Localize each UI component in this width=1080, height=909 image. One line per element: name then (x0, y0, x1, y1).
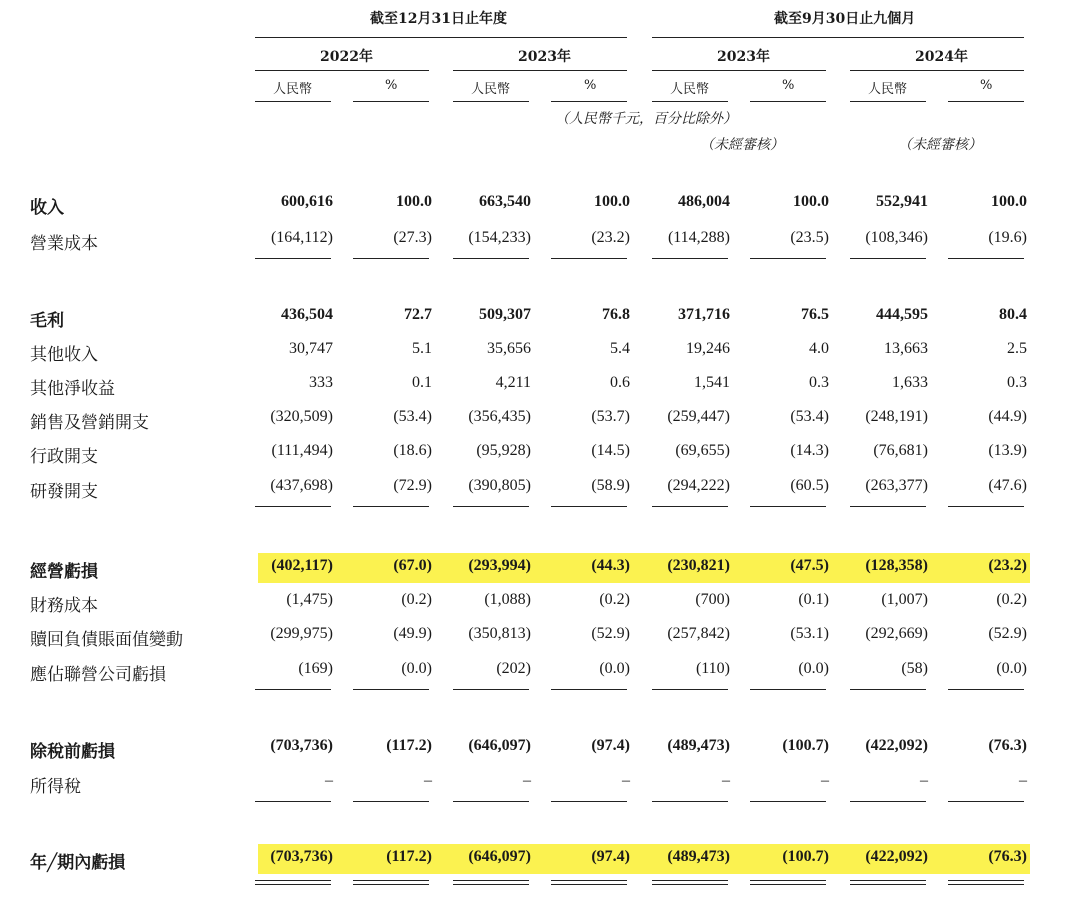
percent-cell: (13.9) (988, 442, 1027, 459)
amount-cell: – (325, 772, 333, 789)
percent-cell: 2.5 (1007, 340, 1027, 357)
percent-cell: – (821, 772, 829, 789)
percent-cell: 76.5 (801, 306, 829, 323)
subtotal-underline (948, 258, 1024, 259)
subtotal-underline (453, 689, 529, 690)
subtotal-underline (948, 801, 1024, 802)
percent-cell: 0.6 (610, 374, 630, 391)
percent-cell: 5.1 (412, 340, 432, 357)
amount-cell: 371,716 (678, 306, 730, 323)
amount-cell: 444,595 (876, 306, 928, 323)
subtotal-underline (850, 689, 926, 690)
percent-header: % (584, 78, 597, 93)
amount-cell: (390,805) (468, 477, 531, 494)
total-double-underline (850, 880, 926, 881)
total-double-underline (750, 884, 826, 885)
percent-cell: (19.6) (988, 229, 1027, 246)
row-label: 贖回負債賬面值變動 (30, 630, 183, 650)
year-underline-2024 (850, 70, 1024, 71)
percent-cell: (97.4) (591, 848, 630, 865)
amount-cell: (1,088) (484, 591, 531, 608)
percent-cell: (76.3) (988, 848, 1027, 865)
subtotal-underline (551, 258, 627, 259)
percent-cell: (49.9) (393, 625, 432, 642)
amount-cell: (169) (298, 660, 333, 677)
group-header-nine-months: 截至9月30日止九個月 (774, 11, 916, 27)
subtotal-underline (255, 258, 331, 259)
percent-header: % (980, 78, 993, 93)
percent-cell: 0.3 (1007, 374, 1027, 391)
total-double-underline (255, 880, 331, 881)
amount-cell: 1,633 (892, 374, 928, 391)
percent-cell: (23.2) (988, 557, 1027, 574)
amount-cell: 1,541 (694, 374, 730, 391)
amount-cell: (230,821) (667, 557, 730, 574)
group-header-annual: 截至12月31日止年度 (370, 11, 507, 27)
amount-cell: – (523, 772, 531, 789)
total-double-underline (652, 880, 728, 881)
percent-cell: (72.9) (393, 477, 432, 494)
subtotal-underline (652, 689, 728, 690)
row-label: 年╱期內虧損 (30, 853, 126, 873)
year-header-2023-nine-months: 2023年 (717, 49, 770, 65)
total-double-underline (255, 884, 331, 885)
percent-cell: (14.5) (591, 442, 630, 459)
subtotal-underline (551, 506, 627, 507)
percent-header: % (782, 78, 795, 93)
amount-cell: 30,747 (289, 340, 333, 357)
row-label: 毛利 (30, 311, 64, 331)
percent-cell: 100.0 (396, 193, 432, 210)
subtotal-underline (353, 801, 429, 802)
percent-cell: (100.7) (782, 848, 829, 865)
percent-cell: 100.0 (594, 193, 630, 210)
subtotal-underline (353, 506, 429, 507)
subtotal-underline (255, 801, 331, 802)
percent-cell: (0.0) (798, 660, 829, 677)
percent-cell: (44.9) (988, 408, 1027, 425)
amount-cell: (646,097) (468, 737, 531, 754)
row-label: 應佔聯營公司虧損 (30, 665, 166, 685)
amount-cell: 35,656 (487, 340, 531, 357)
subtotal-underline (750, 506, 826, 507)
total-double-underline (353, 884, 429, 885)
year-header-2024: 2024年 (915, 49, 968, 65)
percent-cell: (0.2) (401, 591, 432, 608)
subtotal-underline (551, 801, 627, 802)
percent-cell: 72.7 (404, 306, 432, 323)
subheader-underline (551, 101, 627, 102)
amount-cell: 663,540 (479, 193, 531, 210)
percent-cell: (52.9) (988, 625, 1027, 642)
total-double-underline (750, 880, 826, 881)
percent-cell: 100.0 (991, 193, 1027, 210)
subtotal-underline (750, 801, 826, 802)
subheader-underline (750, 101, 826, 102)
year-header-2022: 2022年 (320, 49, 373, 65)
currency-header: 人民幣 (670, 82, 710, 97)
subheader-underline (948, 101, 1024, 102)
amount-cell: (299,975) (270, 625, 333, 642)
amount-cell: (356,435) (468, 408, 531, 425)
subtotal-underline (750, 258, 826, 259)
amount-cell: (58) (901, 660, 928, 677)
year-underline-2023-annual (453, 70, 627, 71)
amount-cell: (437,698) (270, 477, 333, 494)
subtotal-underline (255, 506, 331, 507)
currency-header: 人民幣 (273, 82, 313, 97)
amount-cell: (646,097) (468, 848, 531, 865)
amount-cell: 19,246 (686, 340, 730, 357)
percent-cell: (100.7) (782, 737, 829, 754)
amount-cell: (700) (695, 591, 730, 608)
row-label: 收入 (30, 198, 64, 218)
percent-cell: 0.3 (809, 374, 829, 391)
amount-cell: (1,007) (881, 591, 928, 608)
amount-cell: (69,655) (675, 442, 730, 459)
year-header-2023-annual: 2023年 (518, 49, 571, 65)
amount-cell: 436,504 (281, 306, 333, 323)
amount-cell: – (920, 772, 928, 789)
percent-cell: 4.0 (809, 340, 829, 357)
amount-cell: (294,222) (667, 477, 730, 494)
amount-cell: 509,307 (479, 306, 531, 323)
amount-cell: 600,616 (281, 193, 333, 210)
subheader-underline (255, 101, 331, 102)
total-double-underline (551, 880, 627, 881)
percent-cell: 5.4 (610, 340, 630, 357)
percent-cell: (0.2) (599, 591, 630, 608)
percent-cell: (27.3) (393, 229, 432, 246)
amount-cell: (350,813) (468, 625, 531, 642)
subtotal-underline (948, 689, 1024, 690)
subtotal-underline (353, 689, 429, 690)
amount-cell: (111,494) (271, 442, 333, 459)
percent-cell: 100.0 (793, 193, 829, 210)
row-label: 財務成本 (30, 596, 98, 616)
subtotal-underline (652, 801, 728, 802)
total-double-underline (453, 884, 529, 885)
amount-cell: (422,092) (865, 737, 928, 754)
percent-cell: 76.8 (602, 306, 630, 323)
amount-cell: (76,681) (873, 442, 928, 459)
percent-cell: (0.2) (996, 591, 1027, 608)
group-underline-nine-months (652, 37, 1024, 38)
subtotal-underline (353, 258, 429, 259)
percent-cell: (47.5) (790, 557, 829, 574)
amount-cell: 552,941 (876, 193, 928, 210)
row-label: 行政開支 (30, 447, 98, 467)
percent-cell: (14.3) (790, 442, 829, 459)
currency-header: 人民幣 (868, 82, 908, 97)
percent-cell: (76.3) (988, 737, 1027, 754)
subtotal-underline (750, 689, 826, 690)
year-underline-2022 (255, 70, 429, 71)
subtotal-underline (850, 258, 926, 259)
subtotal-underline (652, 506, 728, 507)
unit-note: （人民幣千元，百分比除外） (555, 111, 737, 127)
unaudited-note-2024: （未經審核） (898, 137, 982, 153)
row-label: 所得稅 (30, 777, 81, 797)
amount-cell: 486,004 (678, 193, 730, 210)
subtotal-underline (948, 506, 1024, 507)
amount-cell: 333 (309, 374, 333, 391)
subtotal-underline (652, 258, 728, 259)
percent-header: % (385, 78, 398, 93)
amount-cell: (114,288) (667, 229, 730, 246)
amount-cell: (293,994) (468, 557, 531, 574)
percent-cell: (18.6) (393, 442, 432, 459)
amount-cell: (95,928) (476, 442, 531, 459)
amount-cell: (164,112) (270, 229, 333, 246)
amount-cell: – (722, 772, 730, 789)
year-underline-2023-nine-months (652, 70, 826, 71)
subtotal-underline (453, 801, 529, 802)
amount-cell: (128,358) (865, 557, 928, 574)
amount-cell: (259,447) (667, 408, 730, 425)
row-label: 其他淨收益 (30, 379, 115, 399)
amount-cell: (489,473) (667, 848, 730, 865)
row-label: 其他收入 (30, 345, 98, 365)
percent-cell: (44.3) (591, 557, 630, 574)
row-label: 研發開支 (30, 482, 98, 502)
percent-cell: (0.1) (798, 591, 829, 608)
amount-cell: (110) (695, 660, 730, 677)
currency-header: 人民幣 (471, 82, 511, 97)
percent-cell: (60.5) (790, 477, 829, 494)
amount-cell: (402,117) (271, 557, 333, 574)
subheader-underline (652, 101, 728, 102)
percent-cell: – (622, 772, 630, 789)
subtotal-underline (850, 801, 926, 802)
amount-cell: (202) (496, 660, 531, 677)
total-double-underline (453, 880, 529, 881)
total-double-underline (948, 884, 1024, 885)
amount-cell: (263,377) (865, 477, 928, 494)
amount-cell: (108,346) (865, 229, 928, 246)
percent-cell: (97.4) (591, 737, 630, 754)
amount-cell: (703,736) (270, 737, 333, 754)
row-label: 銷售及營銷開支 (30, 413, 149, 433)
subtotal-underline (453, 258, 529, 259)
total-double-underline (551, 884, 627, 885)
percent-cell: (58.9) (591, 477, 630, 494)
unaudited-note-2023: （未經審核） (700, 137, 784, 153)
amount-cell: 4,211 (495, 374, 531, 391)
amount-cell: (489,473) (667, 737, 730, 754)
amount-cell: 13,663 (884, 340, 928, 357)
amount-cell: (257,842) (667, 625, 730, 642)
percent-cell: – (424, 772, 432, 789)
percent-cell: (53.4) (790, 408, 829, 425)
percent-cell: (117.2) (386, 848, 432, 865)
percent-cell: (52.9) (591, 625, 630, 642)
percent-cell: (0.0) (996, 660, 1027, 677)
percent-cell: (53.4) (393, 408, 432, 425)
percent-cell: (53.1) (790, 625, 829, 642)
subtotal-underline (453, 506, 529, 507)
percent-cell: (67.0) (393, 557, 432, 574)
row-label: 除稅前虧損 (30, 742, 115, 762)
subtotal-underline (255, 689, 331, 690)
subheader-underline (850, 101, 926, 102)
percent-cell: (53.7) (591, 408, 630, 425)
total-double-underline (948, 880, 1024, 881)
percent-cell: 80.4 (999, 306, 1027, 323)
amount-cell: (292,669) (865, 625, 928, 642)
subtotal-underline (850, 506, 926, 507)
amount-cell: (154,233) (468, 229, 531, 246)
percent-cell: (23.2) (591, 229, 630, 246)
subheader-underline (453, 101, 529, 102)
subtotal-underline (551, 689, 627, 690)
percent-cell: 0.1 (412, 374, 432, 391)
total-double-underline (353, 880, 429, 881)
amount-cell: (422,092) (865, 848, 928, 865)
amount-cell: (703,736) (270, 848, 333, 865)
percent-cell: (47.6) (988, 477, 1027, 494)
percent-cell: (117.2) (386, 737, 432, 754)
percent-cell: (0.0) (599, 660, 630, 677)
row-label: 經營虧損 (30, 562, 98, 582)
amount-cell: (1,475) (286, 591, 333, 608)
group-underline-annual (255, 37, 627, 38)
subheader-underline (353, 101, 429, 102)
percent-cell: (23.5) (790, 229, 829, 246)
percent-cell: – (1019, 772, 1027, 789)
row-label: 營業成本 (30, 234, 98, 254)
percent-cell: (0.0) (401, 660, 432, 677)
total-double-underline (850, 884, 926, 885)
total-double-underline (652, 884, 728, 885)
amount-cell: (248,191) (865, 408, 928, 425)
amount-cell: (320,509) (270, 408, 333, 425)
